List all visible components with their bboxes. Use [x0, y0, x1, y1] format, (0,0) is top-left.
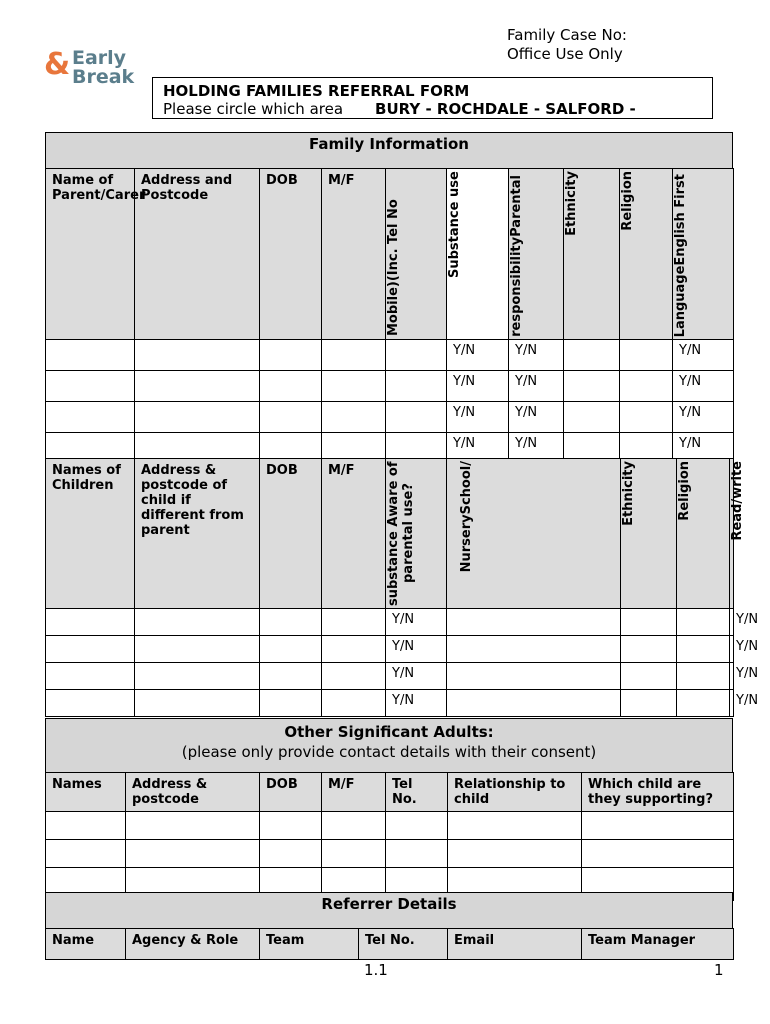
case-number-box	[507, 26, 627, 64]
col-adult-tel: Tel No.	[386, 773, 448, 812]
col-dob: DOB	[260, 169, 322, 340]
family-info-heading: Family Information	[45, 132, 733, 169]
table-row: Y/N Y/N	[46, 690, 734, 717]
early-break-logo	[44, 44, 144, 88]
case-number-label: Family Case No:	[507, 26, 627, 44]
page-number: 1	[714, 961, 724, 979]
table-row: Y/N Y/N Y/N	[46, 433, 734, 464]
adults-table	[45, 772, 734, 901]
table-row: Y/N Y/N	[46, 636, 734, 663]
adults-header-row	[46, 773, 734, 812]
col-ethnicity: Ethnicity	[564, 171, 579, 236]
table-row	[46, 840, 734, 868]
col-read-write: Read/write	[730, 461, 745, 541]
col-parent-name: Name of Parent/Carer	[46, 169, 135, 340]
col-substance: Substance use	[447, 171, 462, 279]
adults-heading: Other Significant Adults:	[284, 723, 494, 741]
col-referrer-tel: Tel No.	[359, 929, 448, 960]
col-address: Address and Postcode	[135, 169, 260, 340]
version-number: 1.1	[364, 961, 388, 979]
form-title: HOLDING FAMILIES REFERRAL FORM	[163, 82, 470, 100]
col-child-religion: Religion	[677, 461, 692, 521]
col-adult-relationship: Relationship to child	[448, 773, 582, 812]
referrer-heading: Referrer Details	[45, 892, 733, 929]
col-adult-address: Address & postcode	[126, 773, 260, 812]
col-aware-substance: substance Aware of parental use?	[386, 461, 416, 606]
office-use-label: Office Use Only	[507, 45, 623, 63]
children-table	[45, 458, 759, 717]
svg-text:&: &	[44, 47, 71, 82]
table-row: Y/N Y/N Y/N	[46, 371, 734, 402]
col-child-names: Names of Children	[46, 459, 135, 609]
col-adult-mf: M/F	[322, 773, 386, 812]
col-adult-child-supported: Which child are they supporting?	[582, 773, 734, 812]
col-child-ethnicity: Ethnicity	[621, 461, 636, 526]
area-instruction: Please circle which area	[163, 100, 344, 118]
col-adult-names: Names	[46, 773, 126, 812]
referrer-table	[45, 928, 734, 960]
area-line	[163, 100, 702, 118]
col-referrer-name: Name	[46, 929, 126, 960]
table-row: Y/N Y/N	[46, 663, 734, 690]
col-mf: M/F	[322, 169, 386, 340]
col-child-mf: M/F	[322, 459, 386, 609]
table-row: Y/N Y/N Y/N	[46, 402, 734, 433]
referrer-header-row	[46, 929, 734, 960]
family-header-row	[46, 169, 734, 340]
col-english-first: LanguageEnglish First	[673, 173, 688, 337]
col-mobile: Mobile)(Inc. Tel No	[386, 199, 401, 337]
col-referrer-team: Team	[260, 929, 359, 960]
adults-heading-box	[45, 718, 733, 773]
table-row: Y/N Y/N	[46, 609, 734, 636]
col-nursery-school: NurserySchool/	[459, 461, 474, 573]
adults-subheading: (please only provide contact details with their consent)	[181, 743, 597, 761]
table-row	[46, 812, 734, 840]
table-row: Y/N Y/N Y/N	[46, 340, 734, 371]
col-child-dob: DOB	[260, 459, 322, 609]
area-options[interactable]: BURY - ROCHDALE - SALFORD -	[375, 100, 636, 118]
col-parental-resp: responsibilityParental	[509, 175, 524, 337]
col-religion: Religion	[620, 171, 635, 231]
col-referrer-manager: Team Manager	[582, 929, 734, 960]
col-referrer-email: Email	[448, 929, 582, 960]
svg-text:Early: Early	[72, 47, 127, 69]
family-table	[45, 168, 734, 464]
svg-text:Break: Break	[72, 66, 135, 88]
col-referrer-agency: Agency & Role	[126, 929, 260, 960]
col-child-address: Address & postcode of child if different from parent	[135, 459, 260, 609]
form-title-box	[152, 77, 713, 119]
children-header-row	[46, 459, 734, 609]
col-adult-dob: DOB	[260, 773, 322, 812]
